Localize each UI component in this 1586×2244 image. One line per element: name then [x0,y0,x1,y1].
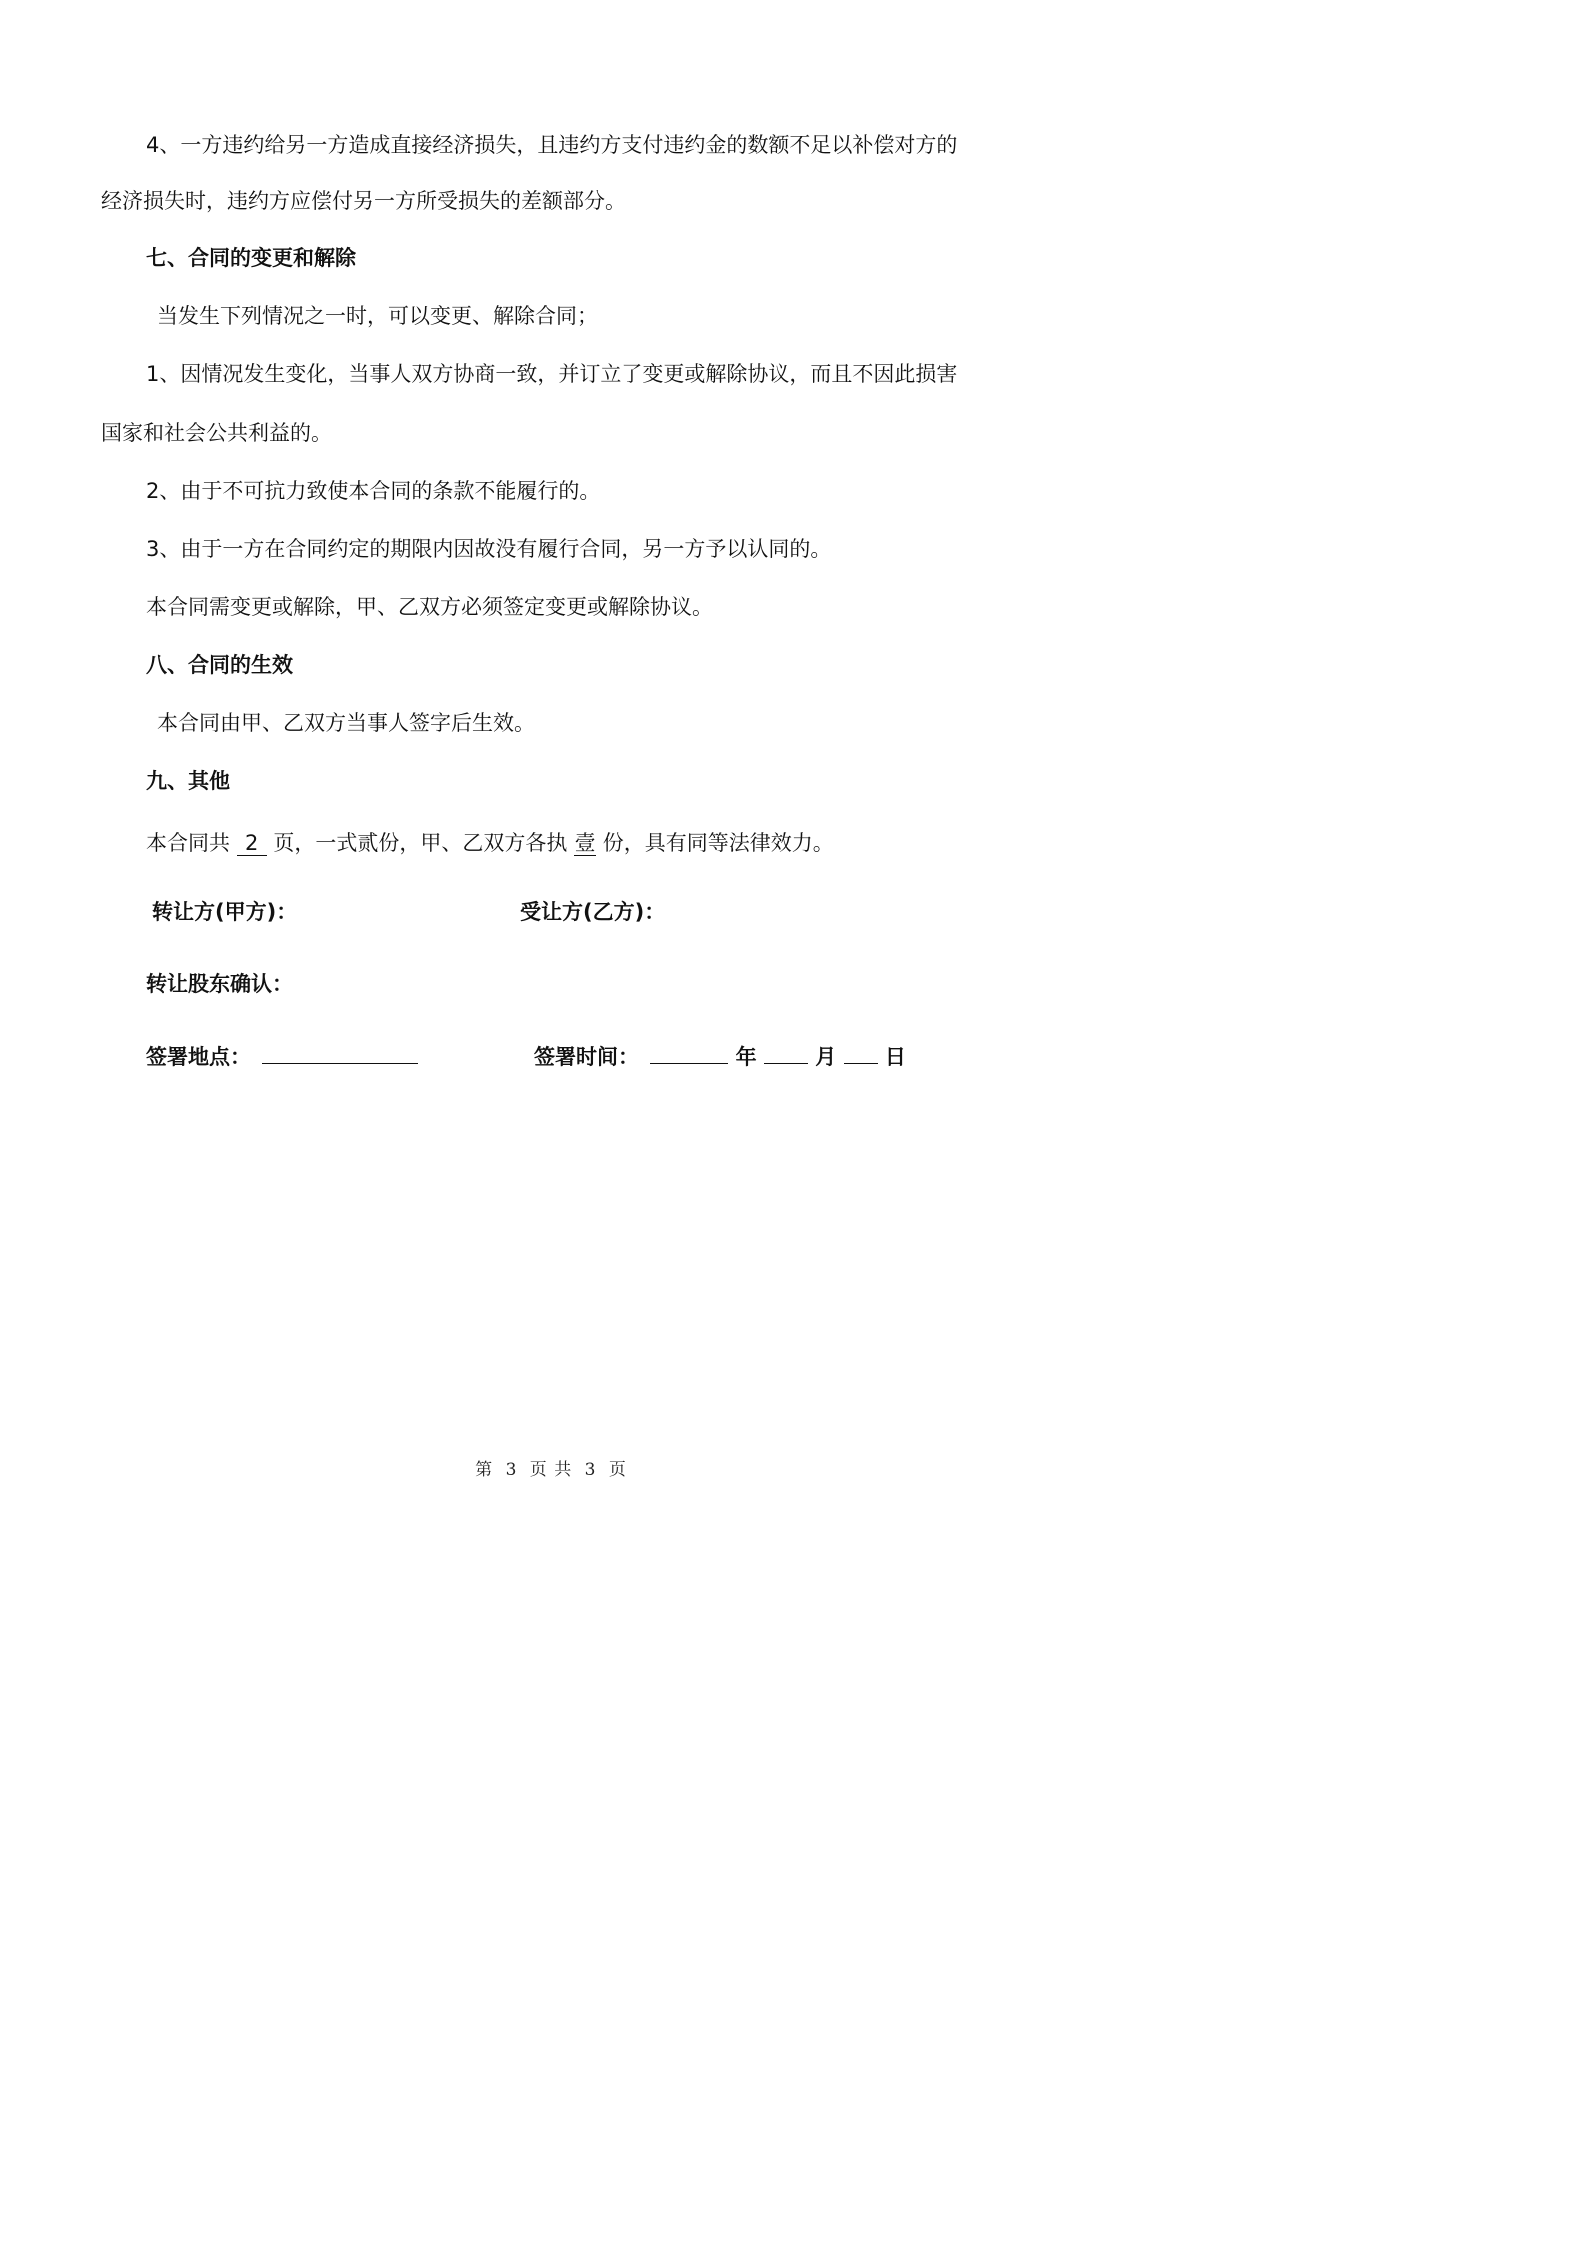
copies-each-field: 壹 [574,831,596,855]
footer-total-pages: 3 [584,1460,597,1480]
day-label: 日 [884,1045,906,1069]
section-8-text: 本合同由甲、乙双方当事人签字后生效。 [157,711,535,735]
clause-4-line-2: 经济损失时，违约方应偿付另一方所受损失的差额部分。 [101,189,626,213]
section-9-text-part-2: 页，一式贰份，甲、乙双方各执 [273,831,568,855]
day-blank [844,1041,878,1064]
section-7-item-3: 3、由于一方在合同约定的期限内因故没有履行合同，另一方予以认同的。 [146,537,832,561]
section-7-note: 本合同需变更或解除，甲、乙双方必须签定变更或解除协议。 [146,595,713,619]
page-count-field: 2 [237,831,267,856]
footer-prefix: 第 [475,1460,494,1480]
signing-place-label: 签署地点： [146,1045,251,1069]
section-7-item-1-line-1: 1、因情况发生变化，当事人双方协商一致，并订立了变更或解除协议，而且不因此损害 [146,362,958,386]
section-7-heading: 七、合同的变更和解除 [146,246,356,270]
signing-place-blank [262,1041,418,1064]
document-page [0,0,1102,1559]
transferor-label: 转让方(甲方)： [152,900,298,924]
signing-time-row [534,1041,906,1072]
signing-time-label: 签署时间： [534,1045,639,1069]
year-label: 年 [735,1045,757,1069]
footer-current-page: 3 [505,1460,518,1480]
month-blank [764,1041,808,1064]
month-label: 月 [815,1045,837,1069]
section-9-text-part-1: 本合同共 [146,831,230,855]
section-7-item-2: 2、由于不可抗力致使本合同的条款不能履行的。 [146,479,601,503]
section-9-text-part-3: 份，具有同等法律效力。 [602,831,834,855]
signing-place-row [146,1041,418,1072]
shareholder-confirm-label: 转让股东确认： [146,972,293,996]
section-7-intro: 当发生下列情况之一时，可以变更、解除合同； [157,304,598,328]
section-7-item-1-line-2: 国家和社会公共利益的。 [101,421,332,445]
section-9-text [146,828,834,858]
year-blank [650,1041,728,1064]
page-footer [0,1455,1102,1480]
footer-suffix: 页 [608,1460,627,1480]
section-8-heading: 八、合同的生效 [146,653,293,677]
footer-middle: 页 共 [529,1460,573,1480]
transferee-label: 受让方(乙方)： [520,900,666,924]
section-9-heading: 九、其他 [146,769,230,793]
clause-4-line-1: 4、一方违约给另一方造成直接经济损失，且违约方支付违约金的数额不足以补偿对方的 [146,133,958,157]
